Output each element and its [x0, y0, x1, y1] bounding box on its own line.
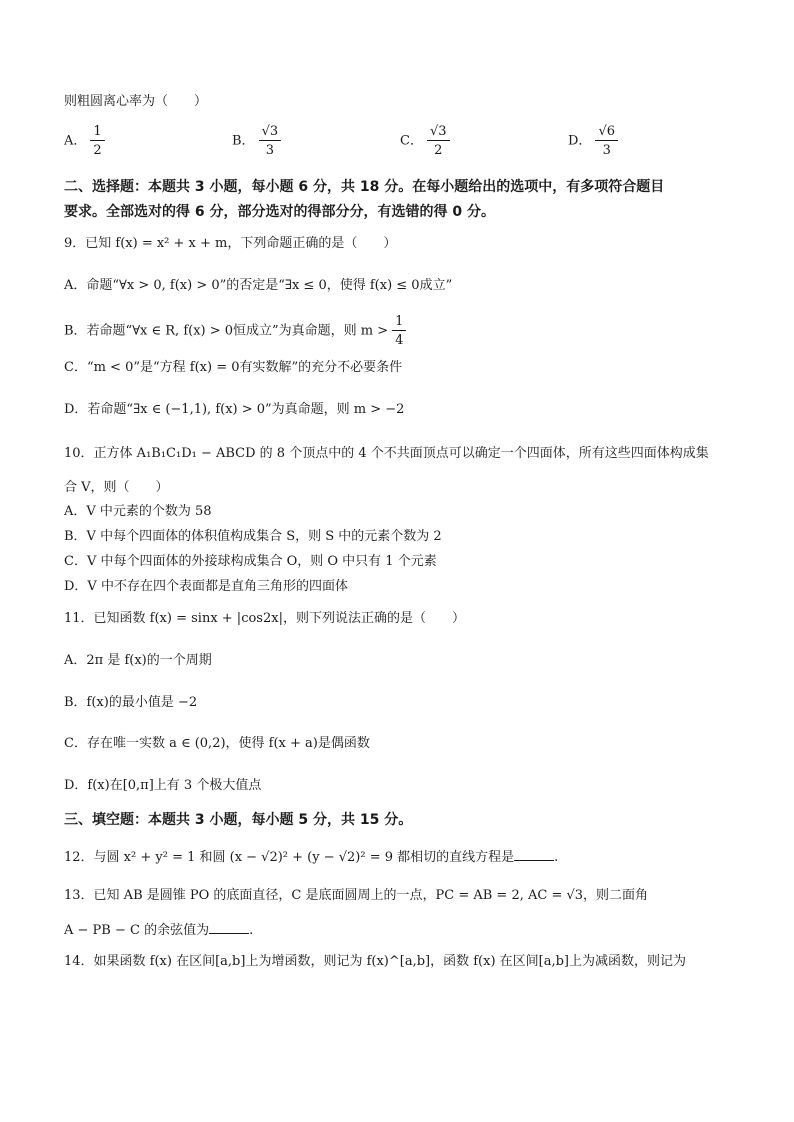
q11-option-d: D．f(x)在[0,π]上有 3 个极大值点 [64, 778, 262, 793]
q12-end: . [554, 850, 559, 865]
q9-option-d: D．若命题“∃x ∈ (−1,1), f(x) > 0”为真命题，则 m > −2 [64, 402, 405, 417]
q10-option-c: C．V 中每个四面体的外接球构成集合 O，则 O 中只有 1 个元素 [64, 554, 437, 569]
q13-line1: 13．已知 AB 是圆锥 PO 的底面直径，C 是底面圆周上的一点，PC = AB = 2, AC = √3，则二面角 [64, 888, 649, 903]
q10-stem-line1: 10．正方体 A₁B₁C₁D₁ − ABCD 的 8 个顶点中的 4 个不共面顶点可以确定一个四面体，所有这些四面体构成集 [64, 446, 709, 461]
q11-option-c: C．存在唯一实数 a ∈ (0,2)，使得 f(x + a)是偶函数 [64, 736, 370, 751]
fraction: $\frac{√3}{2}$ [427, 124, 450, 158]
section3-heading: 三、填空题：本题共 3 小题，每小题 5 分，共 15 分。 [64, 812, 413, 828]
option-label: A． [64, 133, 87, 149]
fraction: $\frac{1}{4}$ [392, 314, 406, 348]
q10-stem-line2: 合 V，则（ ） [64, 480, 169, 495]
q13-line2 [64, 921, 253, 937]
q9-option-b-text: B．若命题“∀x ∈ R, f(x) > 0恒成立”为真命题，则 m > [64, 323, 389, 339]
q9-stem: 9．已知 f(x) = x² + x + m，下列命题正确的是（ ） [64, 236, 397, 251]
q8-option-c [400, 124, 450, 158]
fraction: $\frac{√6}{3}$ [595, 124, 618, 158]
q8-option-d [568, 124, 618, 158]
q10-option-a: A．V 中元素的个数为 58 [64, 504, 212, 519]
q11-stem: 11．已知函数 f(x) = sinx + |cos2x|，则下列说法正确的是（ ） [64, 611, 465, 626]
q10-option-d: D．V 中不存在四个表面都是直角三角形的四面体 [64, 579, 348, 594]
section2-heading-line1: 二、选择题：本题共 3 小题，每小题 6 分，共 18 分。在每小题给出的选项中，有多项符合题目 [64, 179, 665, 195]
q12-text: 12．与圆 x² + y² = 1 和圆 (x − √2)² + (y − √2)² = 9 都相切的直线方程是 [64, 850, 515, 865]
q10-option-b: B．V 中每个四面体的体积值构成集合 S，则 S 中的元素个数为 2 [64, 529, 442, 544]
q14-text: 14．如果函数 f(x) 在区间[a,b]上为增函数，则记为 f(x)^[a,b]，函数 f(x) 在区间[a,b]上为减函数，则记为 [64, 954, 687, 969]
option-label: C． [400, 133, 423, 149]
q11-option-b: B．f(x)的最小值是 −2 [64, 695, 198, 710]
q9-option-a: A．命题“∀x > 0, f(x) > 0”的否定是“∃x ≤ 0，使得 f(x) ≤ 0成立” [64, 278, 453, 293]
q8-stem: 则粗圆离心率为（ ） [64, 94, 208, 109]
q13-end: . [249, 923, 254, 938]
q13-text: A − PB − C 的余弦值为 [64, 923, 210, 938]
option-label: D． [568, 133, 592, 149]
q12-question [64, 848, 558, 864]
answer-blank [514, 848, 554, 861]
fraction: $\frac{1}{2}$ [90, 124, 104, 158]
q11-option-a: A．2π 是 f(x)的一个周期 [64, 653, 212, 668]
q8-option-b [232, 124, 281, 158]
q9-option-b [64, 314, 406, 348]
option-label: B． [232, 133, 255, 149]
q9-option-c: C．“m < 0”是“方程 f(x) = 0有实数解”的充分不必要条件 [64, 360, 403, 375]
fraction: $\frac{√3}{3}$ [259, 124, 282, 158]
section2-heading-line2: 要求。全部选对的得 6 分，部分选对的得部分分，有选错的得 0 分。 [64, 204, 495, 220]
answer-blank [209, 921, 249, 934]
q8-option-a [64, 124, 105, 158]
